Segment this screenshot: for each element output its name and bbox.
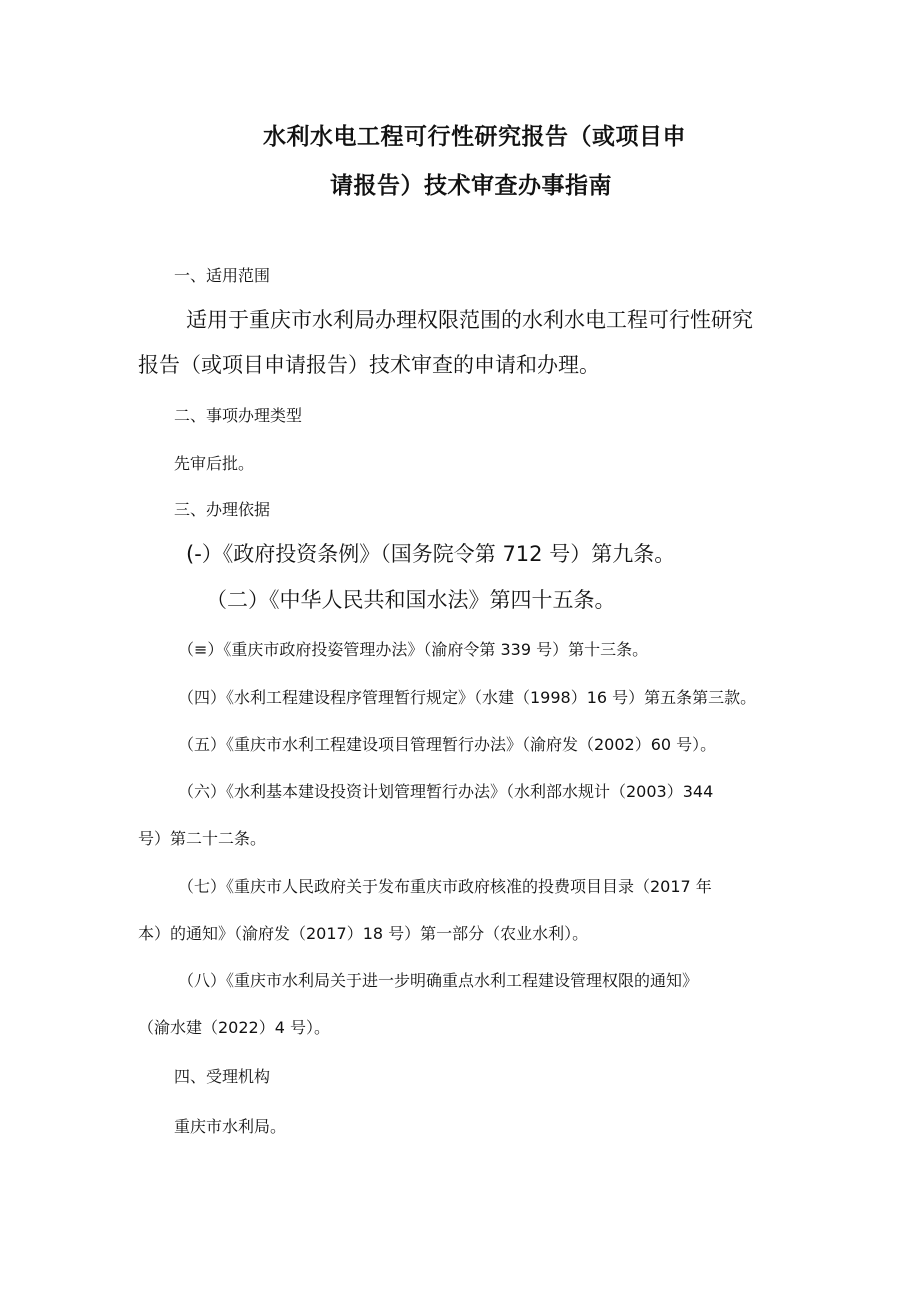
basis-item-5: （五）《重庆市水利工程建设项目管理暂行办法》（渝府发（2002）60 号）。 [178,735,717,754]
basis-item-7-line-2: 本）的通知》（渝府发（2017）18 号）第一部分（农业水利）。 [138,924,589,943]
section-heading-basis: 三、办理依据 [174,500,271,519]
type-text: 先审后批。 [174,454,255,473]
section-heading-type: 二、事项办理类型 [174,406,303,425]
basis-item-2: （二）《中华人民共和国水法》第四十五条。 [206,588,616,612]
basis-item-6-line-1: （六）《水利基本建设投资计划管理暂行办法》（水利部水规计（2003）344 [178,782,714,801]
scope-text-line-2: 报告（或项目申请报告）技术审查的申请和办理。 [138,353,600,377]
document-title-line-2: 请报告）技术审查办事指南 [330,173,612,199]
agency-text: 重庆市水利局。 [174,1117,287,1136]
document-title-line-1: 水利水电工程可行性研究报告（或项目申 [263,124,686,150]
section-heading-scope: 一、适用范围 [174,266,271,285]
basis-item-1: (-）《政府投资条例》（国务院令第 712 号）第九条。 [186,542,676,566]
basis-item-3: （≡）《重庆市政府投姿管理办法》（渝府令第 339 号）第十三条。 [178,640,649,659]
basis-item-7-line-1: （七）《重庆市人民政府关于发布重庆市政府核准的投费项目目录（2017 年 [178,877,712,896]
section-heading-agency: 四、受理机构 [174,1067,271,1086]
basis-item-8-line-1: （八）《重庆市水利局关于进一步明确重点水利工程建设管理权限的通知》 [178,971,699,990]
basis-item-8-line-2: （渝水建（2022）4 号）。 [138,1018,330,1037]
basis-item-6-line-2: 号）第二十二条。 [138,829,267,848]
basis-item-4: （四）《水利工程建设程序管理暂行规定》（水建（1998）16 号）第五条第三款。 [178,688,757,707]
scope-text-line-1: 适用于重庆市水利局办理权限范围的水利水电工程可行性研究 [186,308,753,332]
